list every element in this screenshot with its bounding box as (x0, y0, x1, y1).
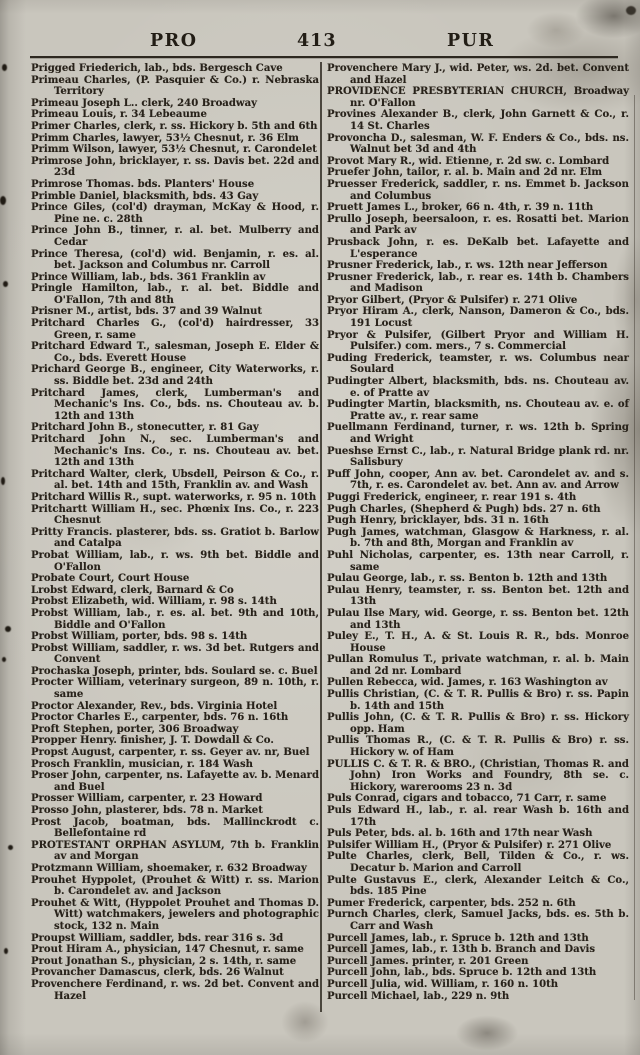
directory-entry: Puley E., T. H., A. & St. Louis R. R., bds. Monroe House (327, 631, 629, 654)
directory-entry: PULLIS C. & T. R. & BRO., (Christian, Thomas R. and John) Iron Works and Foundry, 8th se. c. Hickory, warerooms 23 n. 3d (327, 758, 629, 793)
directory-entry: Pullis John, (C. & T. R. Pullis & Bro) r. ss. Hickory opp. Ham (327, 712, 629, 735)
directory-entry: Protzmann William, shoemaker, r. 632 Broadway (31, 862, 307, 874)
header-right-guide-word: PUR (447, 31, 495, 51)
directory-entry: Puff John, cooper, Ann av. bet. Carondelet av. and s. 7th, r. es. Carondelet av. bet. Ann av. and Arrow (327, 468, 629, 492)
directory-entry: Provoncha D., salesman, W. F. Enders & Co., bds. ns. Walnut bet 3d and 4th (327, 132, 629, 156)
directory-entry: Purcell James. printer, r. 201 Green (327, 955, 529, 967)
ink-speck (0, 196, 6, 205)
page-number: 413 (297, 31, 337, 51)
directory-entry: Puding Frederick, teamster, r. ws. Columbus near Soulard (327, 352, 629, 376)
directory-entry: Pritchard Charles G., (col'd) hairdresser, 33 Green, r. same (31, 318, 319, 341)
column-divider-rule (320, 62, 322, 1012)
directory-entry: Pulau Ilse Mary, wid. George, r. ss. Benton bet. 12th and 13th (327, 607, 629, 631)
directory-entry: Provenchere Mary J., wid. Peter, ws. 2d. bet. Convent and Hazel (327, 63, 629, 86)
directory-entry: Pugh James, watchman, Glasgow & Harkness, r. al. b. 7th and 8th, Morgan and Franklin av (327, 526, 629, 550)
directory-entry: Prouhet Hyppolet, (Prouhet & Witt) r. ss. Marion b. Carondelet av. and Jackson (31, 874, 319, 898)
directory-entry: Pritty Francis. plasterer, bds. ss. Gratiot b. Barlow and Catalpa (31, 526, 319, 550)
directory-entry: Pritchard John N., sec. Lumberman's and Mechanic's Ins. Co., r. ns. Chouteau av. bet. 12th and 13th (31, 434, 319, 469)
directory-entry: Pulte Gustavus E., clerk, Alexander Leitch & Co., bds. 185 Pine (327, 874, 629, 898)
directory-entry: Pringle Hamilton, lab., r. al. bet. Biddle and O'Fallon, 7th and 8th (31, 283, 319, 306)
directory-entry: Prigged Friederich, lab., bds. Bergesch Cave (31, 63, 283, 74)
directory-entry: Primeau Louis, r. 34 Lebeaume (31, 109, 207, 121)
directory-entry: Primm Charles, lawyer, 53½ Chesnut, r. 36 Elm (31, 132, 299, 144)
directory-entry: Prusback John, r. es. DeKalb bet. Lafayette and L'esperance (327, 236, 629, 260)
directory-entry: Pugh Charles, (Shepherd & Pugh) bds. 27 n. 6th (327, 503, 601, 515)
directory-entry: Primble Daniel, blacksmith, bds. 43 Gay (31, 190, 259, 202)
directory-entry: Pritchard James, clerk, Lumberman's and Mechanic's Ins. Co., bds. ns. Chouteau av. b. 12th and 13th (31, 387, 319, 422)
ink-speck (2, 64, 7, 71)
directory-entry: Purcell James, lab., r. 13th b. Branch and Davis (327, 944, 596, 956)
directory-entry: Pumer Frederick, carpenter, bds. 252 n. 6th (327, 897, 576, 909)
directory-entry: Probst Elizabeth, wid. William, r. 98 s. 14th (31, 596, 277, 608)
directory-entry: Provancher Damascus, clerk, bds. 26 Walnut (31, 967, 284, 979)
directory-entry: Primm Wilson, lawyer, 53½ Chesnut, r. Carondelet (31, 144, 317, 156)
directory-entry: Prusner Frederick, lab., r. rear es. 14th b. Chambers and Madison (327, 271, 629, 295)
directory-entry: Prince Giles, (col'd) drayman, McKay & Hood, r. Pine ne. c. 28th (31, 202, 319, 225)
directory-entry: Prout Jonathan S., physician, 2 s. 14th, r. same (31, 955, 297, 967)
directory-entry: Probst William, lab., r. es. al. bet. 9th and 10th, Biddle and O'Fallon (31, 607, 319, 631)
directory-entry: Puhl Nicholas, carpenter, es. 13th near Carroll, r. same (327, 549, 629, 573)
right-column (327, 63, 629, 1002)
directory-entry: Pulau Henry, teamster, r. ss. Benton bet. 12th and 13th (327, 584, 629, 608)
directory-entry: Primer Charles, clerk, r. ss. Hickory b. 5th and 6th (31, 120, 318, 132)
directory-entry: Primeau Joseph L.. clerk, 240 Broadway (31, 97, 258, 109)
directory-entry: Purnch Charles, clerk, Samuel Jacks, bds. es. 5th b. Carr and Wash (327, 909, 629, 932)
directory-entry: Pruesser Frederick, saddler, r. ns. Emmet b. Jackson and Columbus (327, 178, 629, 202)
directory-entry: Prullo Joseph, beersaloon, r. es. Rosatti bet. Marion and Park av (327, 213, 629, 237)
directory-entry: Pritchard Edward T., salesman, Joseph E. Elder & Co., bds. Everett House (31, 341, 319, 364)
directory-entry: Probat William, lab., r. ws. 9th bet. Biddle and O'Fallon (31, 549, 319, 573)
directory-entry: Prost Jacob, boatman, bds. Mallinckrodt c. Bellefontaine rd (31, 816, 319, 840)
ink-speck (4, 948, 8, 954)
header-rule (30, 56, 618, 58)
directory-entry: Prusner Frederick, lab., r. ws. 12th near Jefferson (327, 260, 608, 272)
page-header (0, 31, 640, 53)
directory-entry: Pritchard John B., stonecutter, r. 81 Gay (31, 422, 259, 434)
directory-entry: Puls Peter, bds. al. b. 16th and 17th near Wash (327, 828, 593, 840)
header-left-guide-word: PRO (150, 31, 198, 51)
directory-entry: Probate Court, Court House (31, 573, 190, 585)
directory-entry: Pryor & Pulsifer, (Gilbert Pryor and William H. Pulsifer.) com. mers., 7 s. Commercial (327, 329, 629, 353)
ink-speck (1, 477, 5, 485)
left-column (31, 63, 319, 1002)
directory-entry: Probst William, saddler, r. ws. 3d bet. Rutgers and Convent (31, 642, 319, 666)
directory-entry: Provines Alexander B., clerk, John Garnett & Co., r. 14 St. Charles (327, 109, 629, 132)
directory-entry: Puggi Frederick, engineer, r. rear 191 s. 4th (327, 491, 577, 503)
directory-entry: Pritchard Willis R., supt. waterworks, r. 95 n. 10th (31, 491, 317, 503)
directory-entry: Propst August, carpenter, r. ss. Geyer av. nr, Buel (31, 747, 310, 759)
directory-entry: Pryor Hiram A., clerk, Nanson, Dameron & Co., bds. 191 Locust (327, 306, 629, 330)
directory-entry: PROVIDENCE PRESBYTERIAN CHURCH, Broadway nr. O'Fallon (327, 86, 629, 109)
directory-entry: Prosch Franklin, musician, r. 184 Wash (31, 758, 253, 770)
directory-entry: Pryor Gilbert, (Pryor & Pulsifer) r. 271 Olive (327, 294, 578, 306)
directory-entry: Prout Hiram A., physician, 147 Chesnut, r. same (31, 944, 304, 956)
directory-entry: Procter William, veterinary surgeon, 89 n. 10th, r. same (31, 677, 319, 701)
directory-entry: Pruett James L., broker, 66 n. 4th, r. 39 n. 11th (327, 202, 594, 214)
directory-entry: Pruefer John, tailor, r. al. b. Main and 2d nr. Elm (327, 167, 603, 179)
directory-entry: Primrose John, bricklayer, r. ss. Davis bet. 22d and 23d (31, 155, 319, 179)
directory-entry: Pullen Rebecca, wid. James, r. 163 Washington av (327, 677, 608, 689)
directory-entry: Pullis Thomas R., (C. & T. R. Pullis & Bro) r. ss. Hickory w. of Ham (327, 735, 629, 759)
ink-speck (8, 845, 13, 850)
directory-entry: Proser John, carpenter, ns. Lafayette av. b. Menard and Buel (31, 770, 319, 793)
directory-entry: Proctor Alexander, Rev., bds. Virginia Hotel (31, 700, 278, 712)
directory-entry: Pueshse Ernst C., lab., r. Natural Bridge plank rd. nr. Salisbury (327, 445, 629, 469)
directory-entry: Provot Mary R., wid. Etienne, r. 2d sw. c. Lombard (327, 155, 610, 167)
directory-entry: Pritchartt William H., sec. Phœnix Ins. Co., r. 223 Chesnut (31, 503, 319, 527)
directory-entry: Primrose Thomas. bds. Planters' House (31, 178, 255, 190)
directory-entry: Pudingter Martin, blacksmith, ns. Chouteau av. e. of Pratte av., r. rear same (327, 399, 629, 422)
directory-entry: Pudingter Albert, blacksmith, bds. ns. Chouteau av. e. of Pratte av (327, 376, 629, 399)
directory-entry: Prichard George B., engineer, City Waterworks, r. ss. Biddle bet. 23d and 24th (31, 364, 319, 388)
directory-entry: Purcell Michael, lab., 229 n. 9th (327, 990, 510, 1002)
ink-speck (5, 626, 11, 632)
directory-entry: Pulsifer William H., (Pryor & Pulsifer) r. 271 Olive (327, 839, 612, 851)
ink-speck (3, 281, 8, 287)
directory-entry: Primeau Charles, (P. Pasquier & Co.) r. Nebraska Territory (31, 74, 319, 98)
directory-entry: Pulte Charles, clerk, Bell, Tilden & Co., r. ws. Decatur b. Marion and Carroll (327, 851, 629, 874)
directory-entry: Propper Henry. finisher, J. T. Dowdall & Co. (31, 735, 274, 747)
directory-entry: Provenchere Ferdinand, r. ws. 2d bet. Convent and Hazel (31, 978, 319, 1002)
directory-entry: Proupst William, saddler, bds. rear 316 s. 3d (31, 932, 284, 944)
directory-entry: Prouhet & Witt, (Hyppolet Prouhet and Thomas D. Witt) watchmakers, jewelers and photographic stock, 132 n. Main (31, 897, 319, 932)
directory-entry: Pulau George, lab., r. ss. Benton b. 12th and 13th (327, 573, 608, 585)
directory-entry: Pritchard Walter, clerk, Ubsdell, Peirson & Co., r. al. bet. 14th and 15th, Franklin av. and Wash (31, 468, 319, 492)
directory-entry: Puls Conrad, cigars and tobacco, 71 Carr, r. same (327, 793, 607, 805)
directory-entry: Prosso John, plasterer, bds. 78 n. Market (31, 805, 263, 816)
ink-speck (626, 6, 636, 15)
directory-entry: PROTESTANT ORPHAN ASYLUM, 7th b. Franklin av and Morgan (31, 839, 319, 863)
directory-entry: Probst William, porter, bds. 98 s. 14th (31, 631, 248, 643)
directory-entry: Puellmann Ferdinand, turner, r. ws. 12th b. Spring and Wright (327, 422, 629, 445)
directory-entry: Pullis Christian, (C. & T. R. Pullis & Bro) r. ss. Papin b. 14th and 15th (327, 689, 629, 712)
directory-entry: Prince William, lab., bds. 361 Franklin av (31, 271, 266, 283)
page-edge-line (634, 95, 635, 1000)
directory-entry: Purcell James, lab., r. Spruce b. 12th and 13th (327, 932, 589, 944)
directory-entry: Prisner M., artist, bds. 37 and 39 Walnut (31, 306, 263, 318)
directory-entry: Purcell Julia, wid. William, r. 160 n. 10th (327, 978, 559, 990)
directory-entry: Prince Theresa, (col'd) wid. Benjamin, r. es. al. bet. Jackson and Columbus nr. Carroll (31, 248, 319, 272)
directory-entry: Pugh Henry, bricklayer, bds. 31 n. 16th (327, 515, 549, 527)
directory-entry: Proctor Charles E., carpenter, bds. 76 n. 16th (31, 712, 289, 724)
directory-entry: Purcell John, lab., bds. Spruce b. 12th and 13th (327, 967, 597, 979)
ink-speck (2, 657, 6, 662)
directory-entry: Proft Stephen, porter, 306 Broadway (31, 723, 239, 735)
directory-entry: Prosser William, carpenter, r. 23 Howard (31, 793, 263, 805)
directory-entry: Puls Edward H., lab., r. al. rear Wash b. 16th and 17th (327, 805, 629, 828)
directory-entry: Prochaska Joseph, printer, bds. Soulard se. c. Buel (31, 665, 318, 677)
directory-entry: Pullan Romulus T., private watchman, r. al. b. Main and 2d nr. Lombard (327, 654, 629, 677)
directory-entry: Lrobst Edward, clerk, Barnard & Co (31, 584, 234, 596)
directory-entry: Prince John B., tinner, r. al. bet. Mulberry and Cedar (31, 225, 319, 248)
